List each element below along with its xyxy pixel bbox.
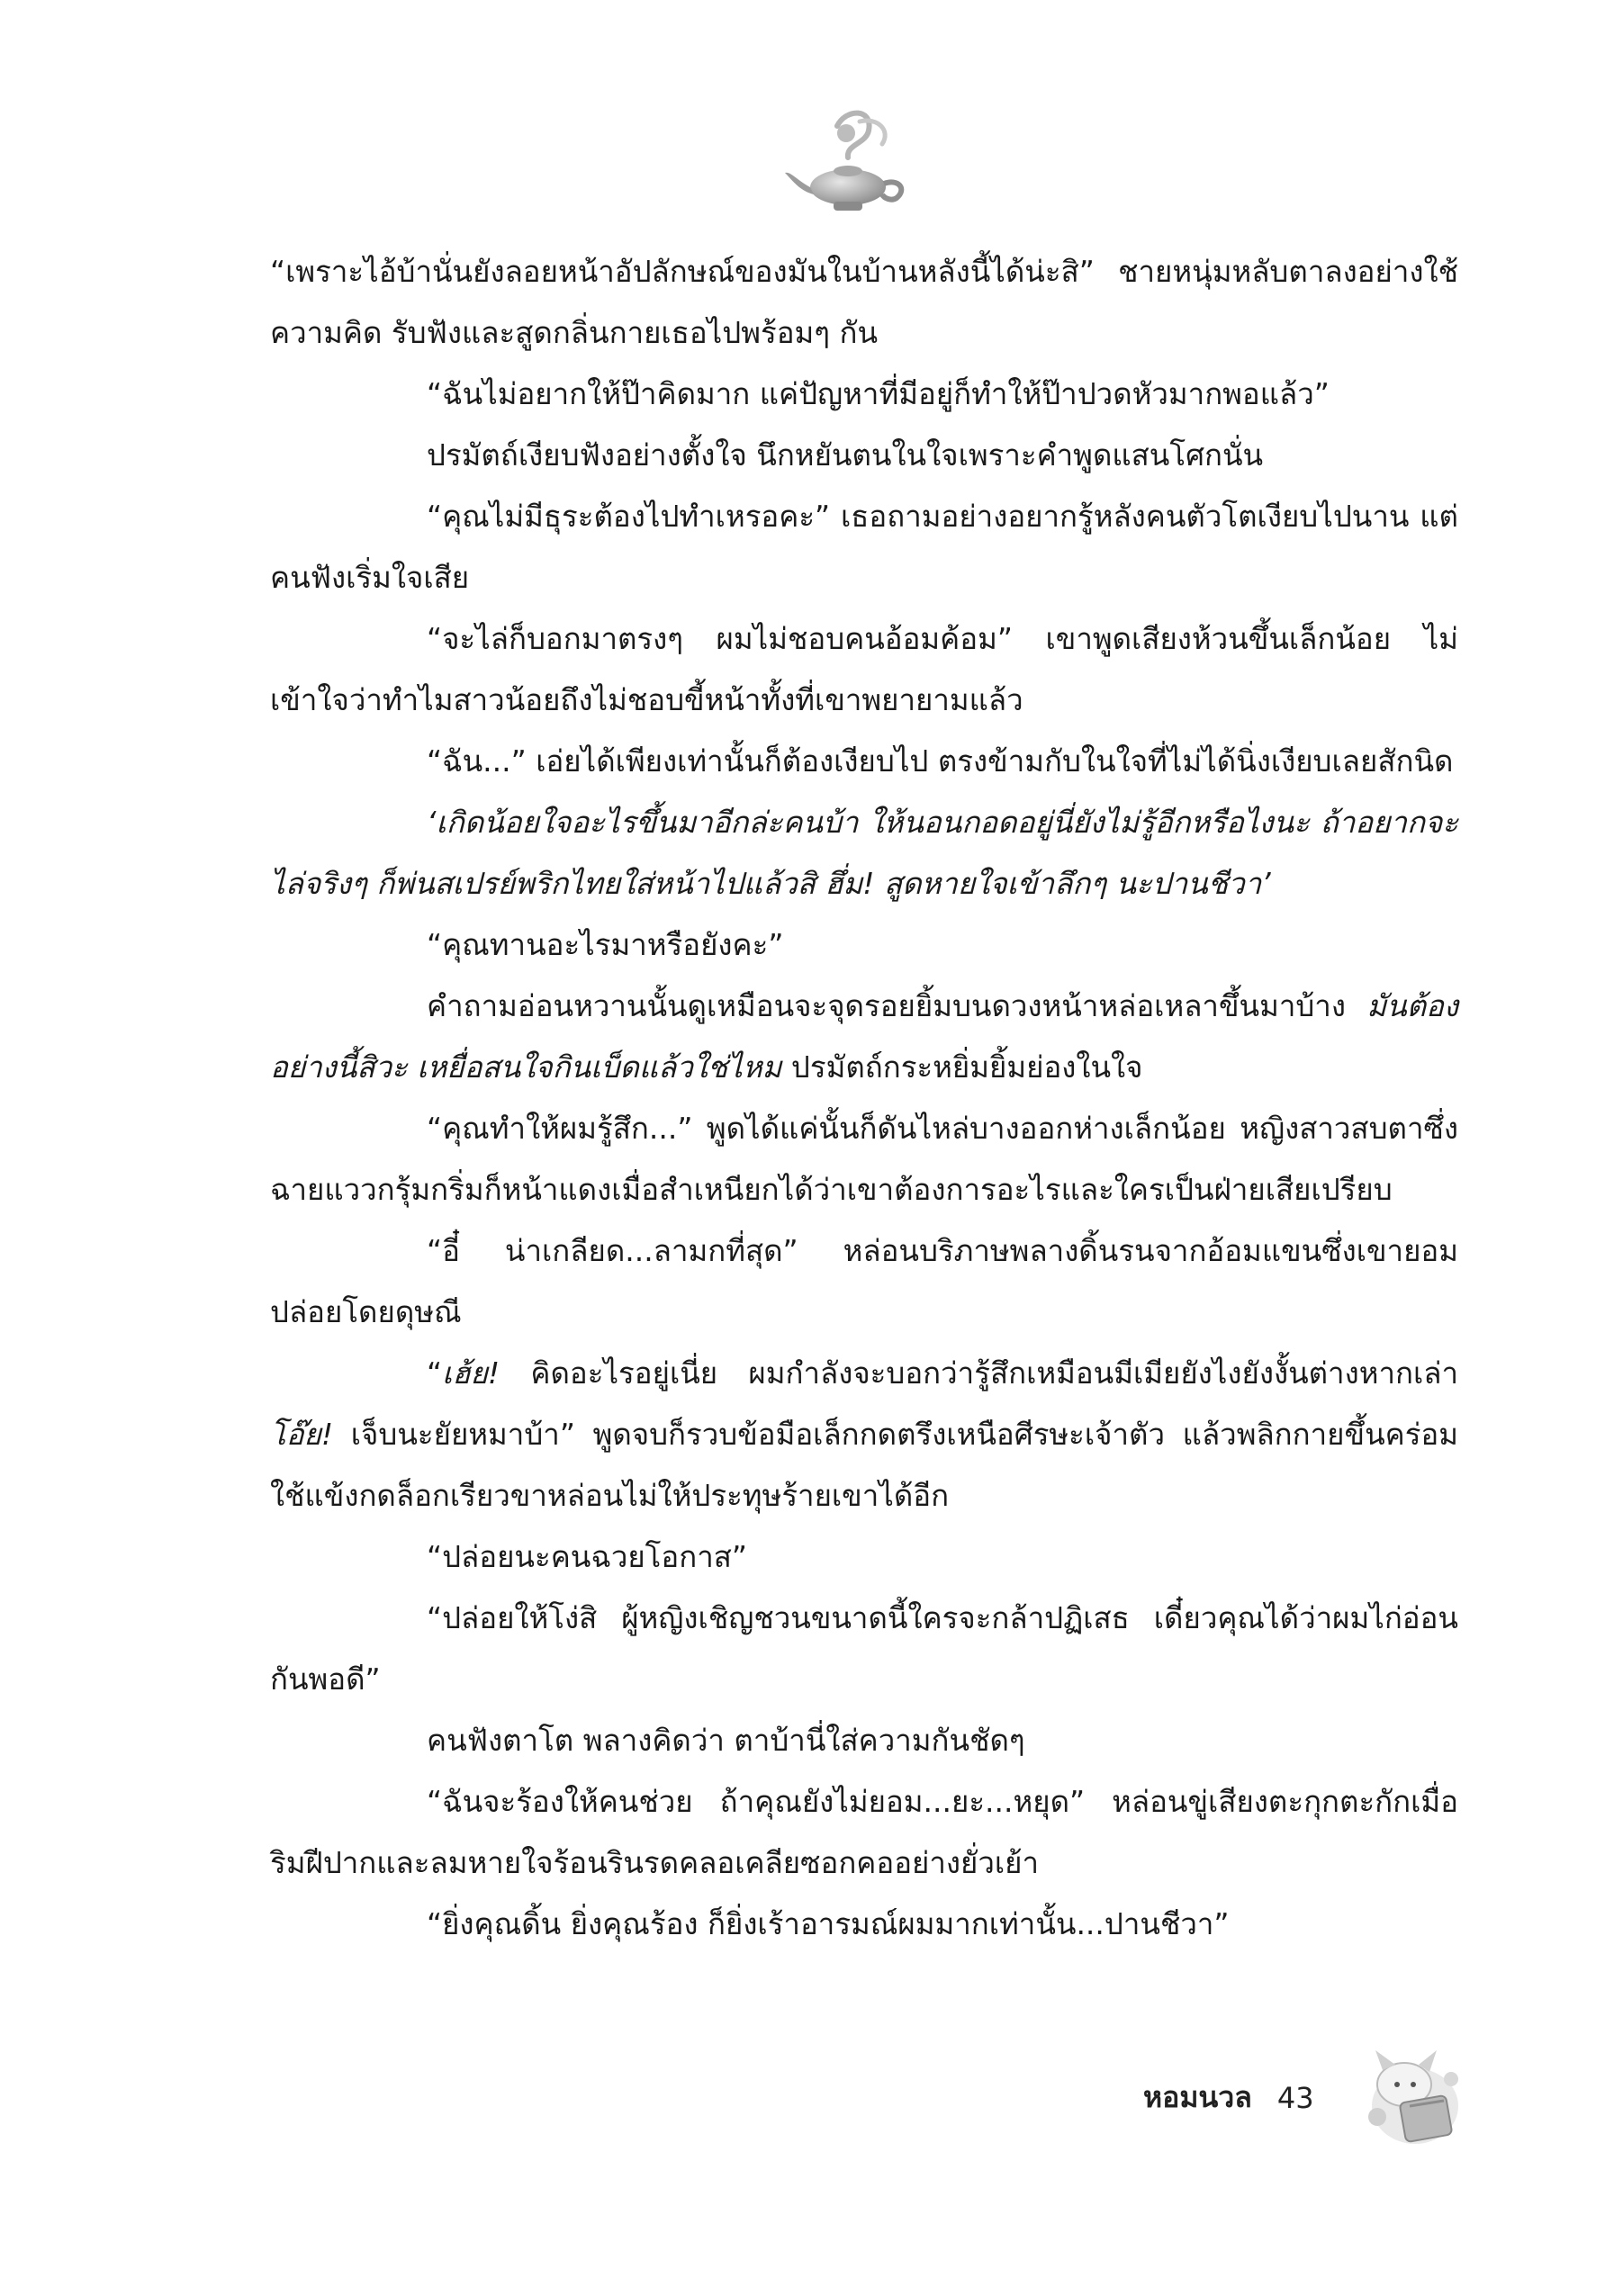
italic-text: ‘เกิดน้อยใจอะไรขึ้นมาอีกล่ะคนบ้า ให้นอนกอดอยู่นี่ยังไม่รู้อีกหรือไงนะ ถ้าอยากจะไล่จริงๆ ก็พ่นสเปรย์พริกไทยใส่หน้าไปแล้วสิ ฮึ่ม! สูดหายใจเข้าลึกๆ นะปานชีวา’ (270, 805, 1458, 901)
paragraph (270, 425, 1458, 486)
page-footer (1143, 2075, 1314, 2120)
italic-text: โอ๊ย! (270, 1417, 334, 1452)
paragraph-text: ปรมัตถ์กระหยิ่มยิ้มย่องในใจ (781, 1049, 1143, 1085)
paragraph-text: “ยิ่งคุณดิ้น ยิ่งคุณร้อง ก็ยิ่งเร้าอารมณ์ผมมากเท่านั้น...ปานชีวา” (427, 1906, 1230, 1941)
paragraph-text: “อี๋ น่าเกลียด...ลามกที่สุด” หล่อนบริภาษพลางดิ้นรนจากอ้อมแขนซึ่งเขายอมปล่อยโดยดุษณี (270, 1233, 1458, 1329)
paragraph (270, 1710, 1458, 1771)
page-number: 43 (1276, 2080, 1314, 2115)
paragraph (270, 241, 1458, 364)
paragraph-text: “ฉันจะร้องให้คนช่วย ถ้าคุณยังไม่ยอม...ยะ...หยุด” หล่อนขู่เสียงตะกุกตะกักเมื่อริมฝีปากและลมหายใจร้อนรินรดคลอเคลียซอกคออย่างยั่วเย้า (270, 1784, 1458, 1880)
paragraph-text: “ฉันไม่อยากให้ป๊าคิดมาก แค่ปัญหาที่มีอยู่ก็ทำให้ป๊าปวดหัวมากพอแล้ว” (427, 376, 1330, 411)
paragraph-text: “ฉัน...” เอ่ยได้เพียงเท่านั้นก็ต้องเงียบไป ตรงข้ามกับในใจที่ไม่ได้นิ่งเงียบเลยสักนิด (427, 743, 1454, 779)
paragraph (270, 1894, 1458, 1955)
paragraph-text: ปรมัตถ์เงียบฟังอย่างตั้งใจ นึกหยันตนในใจเพราะคำพูดแสนโศกนั่น (427, 437, 1264, 473)
book-title: หอมนวล (1143, 2080, 1252, 2114)
paragraph-text: คำถามอ่อนหวานนั้นดูเหมือนจะจุดรอยยิ้มบนดวงหน้าหล่อเหลาขึ้นมาบ้าง (427, 988, 1367, 1023)
paragraph (270, 792, 1458, 914)
paragraph-text: เจ็บนะยัยหมาบ้า” พูดจบก็รวบข้อมือเล็กกดตรึงเหนือศีรษะเจ้าตัว แล้วพลิกกายขึ้นคร่อม ใช้แข้งกดล็อกเรียวขาหล่อนไม่ให้ประทุษร้ายเขาได้อีก (270, 1417, 1458, 1513)
paragraph (270, 976, 1458, 1098)
paragraph-text: “คุณไม่มีธุระต้องไปทำเหรอคะ” เธอถามอย่างอยากรู้หลังคนตัวโตเงียบไปนาน แต่คนฟังเริ่มใจเสีย (270, 499, 1458, 595)
paragraph-text: “คุณทานอะไรมาหรือยังคะ” (427, 927, 784, 962)
paragraph-text: “ปล่อยให้โง่สิ ผู้หญิงเชิญชวนขนาดนี้ใครจะกล้าปฏิเสธ เดี๋ยวคุณได้ว่าผมไก่อ่อนกันพอดี” (270, 1600, 1458, 1697)
paragraph (270, 608, 1458, 731)
paragraph (270, 1098, 1458, 1220)
paragraph-text: “คุณทำให้ผมรู้สึก...” พูดได้แค่นั้นก็ดันไหล่บางออกห่างเล็กน้อย หญิงสาวสบตาซึ่งฉายแววกรุ้มกริ่มก็หน้าแดงเมื่อสำเหนียกได้ว่าเขาต้องการอะไรและใครเป็นฝ่ายเสียเปรียบ (270, 1111, 1458, 1207)
paragraph-text: คนฟังตาโต พลางคิดว่า ตาบ้านี่ใส่ความกันชัดๆ (427, 1723, 1025, 1758)
paragraph-text: “ (427, 1355, 443, 1391)
paragraph-text: “ปล่อยนะคนฉวยโอกาส” (427, 1539, 747, 1574)
italic-text: เฮ้ย! (442, 1355, 500, 1391)
paragraph (270, 1588, 1458, 1710)
paragraph-text: “จะไล่ก็บอกมาตรงๆ ผมไม่ชอบคนอ้อมค้อม” เขาพูดเสียงห้วนขึ้นเล็กน้อย ไม่เข้าใจว่าทำไมสาวน้อยถึงไม่ชอบขี้หน้าทั้งที่เขาพยายามแล้ว (270, 621, 1458, 717)
paragraph-text: คิดอะไรอยู่เนี่ย ผมกำลังจะบอกว่ารู้สึกเหมือนมีเมียยังไงยังงั้นต่างหากเล่า (500, 1355, 1458, 1391)
paragraph (270, 1220, 1458, 1343)
cat-with-box-icon (1350, 2043, 1485, 2160)
paragraph-text: “เพราะไอ้บ้านั่นยังลอยหน้าอัปลักษณ์ของมันในบ้านหลังนี้ได้น่ะสิ” ชายหนุ่มหลับตาลงอย่างใช้ความคิด รับฟังและสูดกลิ่นกายเธอไปพร้อมๆ กัน (270, 254, 1458, 350)
italic-text: มันต้องอย่างนี้สิวะ เหยื่อสนใจกินเบ็ดแล้วใช่ไหม (270, 988, 1458, 1085)
story-text (270, 241, 1458, 1955)
paragraph (270, 1343, 1458, 1526)
paragraph (270, 914, 1458, 976)
paragraph (270, 364, 1458, 425)
paragraph (270, 1771, 1458, 1894)
paragraph (270, 1526, 1458, 1588)
paragraph (270, 486, 1458, 608)
paragraph (270, 731, 1458, 792)
genie-lamp-icon (783, 108, 918, 225)
